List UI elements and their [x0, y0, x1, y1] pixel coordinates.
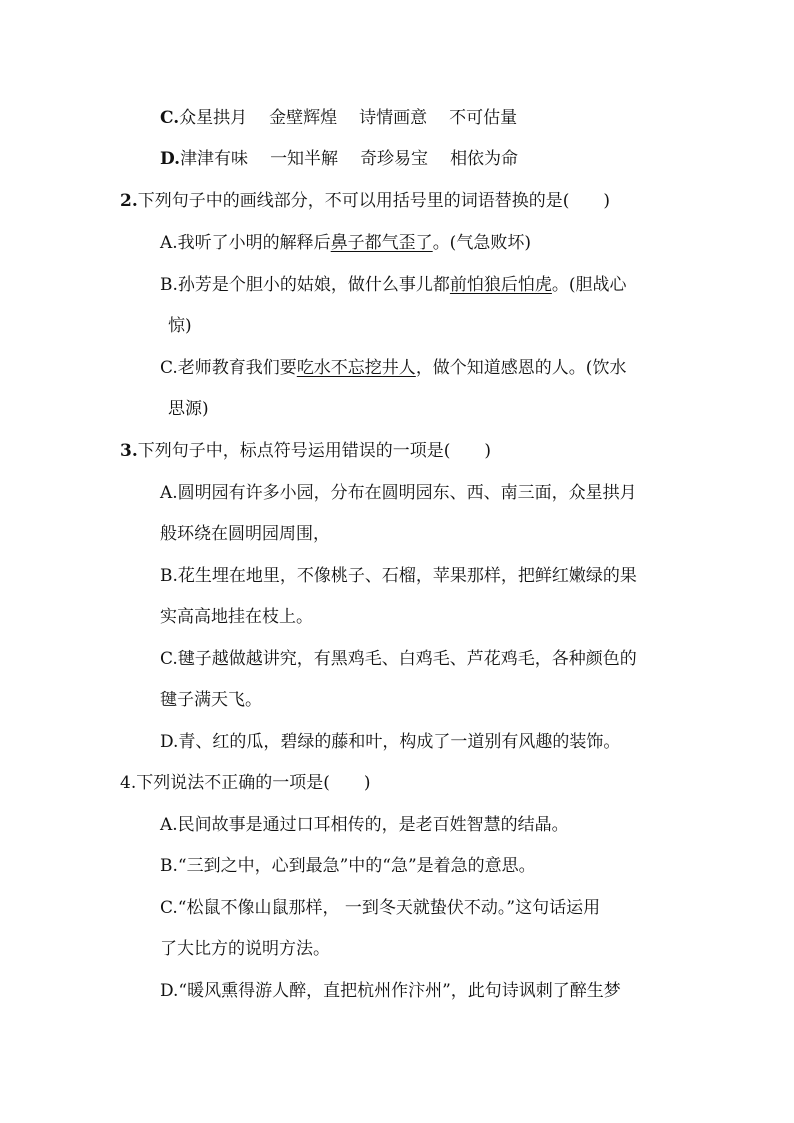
- q2-option-b: [160, 274, 627, 296]
- question-3-stem: [120, 440, 491, 462]
- q4-option-a: A.民间故事是通过口耳相传的，是老百姓智慧的结晶。: [160, 815, 569, 835]
- underlined-phrase: 鼻子都气歪了: [330, 233, 433, 253]
- q4-option-c: C.“松鼠不像山鼠那样， 一到冬天就蛰伏不动。”这句话运用: [160, 898, 601, 918]
- q3-option-a: A.圆明园有许多小园，分布在圆明园东、西、南三面，众星拱月: [160, 483, 637, 503]
- word: 一知半解: [270, 149, 339, 169]
- q4-option-d: D.“暖风熏得游人醉，直把杭州作汴州”，此句诗讽刺了醉生梦: [160, 981, 621, 1001]
- q3-option-c-continued: 毽子满天飞。: [160, 690, 262, 710]
- word: 金壁辉煌: [269, 108, 338, 128]
- q3-option-c: C.毽子越做越讲究，有黑鸡毛、白鸡毛、芦花鸡毛，各种颜色的: [160, 649, 637, 669]
- option-label: D.: [160, 149, 181, 169]
- option-text: B.孙芳是个胆小的姑娘，做什么事儿都: [160, 275, 450, 295]
- question-2-stem: [120, 190, 610, 212]
- underlined-phrase: 前怕狼后怕虎: [449, 275, 552, 295]
- word: 众星拱月: [179, 108, 248, 128]
- q3-option-b-continued: 实高高地挂在枝上。: [160, 607, 313, 627]
- q2-option-b-continued: 惊): [168, 316, 192, 336]
- word: 不可估量: [449, 108, 518, 128]
- word: 诗情画意: [359, 108, 428, 128]
- question-text: 下列句子中，标点符号运用错误的一项是( ): [137, 441, 492, 461]
- underlined-phrase: 吃水不忘挖井人: [296, 358, 416, 378]
- word: 津津有味: [180, 149, 249, 169]
- option-d-prev-question: [160, 148, 518, 170]
- option-c-prev-question: [160, 107, 517, 129]
- option-text: A.我听了小明的解释后: [160, 233, 331, 253]
- q3-option-b: B.花生埋在地里，不像桃子、石榴，苹果那样，把鲜红嫩绿的果: [160, 566, 637, 586]
- q2-option-a: [160, 232, 531, 254]
- option-text: 。(胆战心: [551, 275, 627, 295]
- option-text: ，做个知道感恩的人。(饮水: [415, 358, 627, 378]
- question-text: 下列句子中的画线部分，不可以用括号里的词语替换的是( ): [137, 191, 611, 211]
- q4-option-b: B.“三到之中，心到最急”中的“急”是着急的意思。: [160, 856, 536, 876]
- option-text: C.老师教育我们要: [160, 358, 297, 378]
- question-number: 3.: [120, 441, 138, 461]
- option-text: 。(气急败坏): [432, 233, 531, 253]
- word: 奇珍易宝: [360, 149, 429, 169]
- q2-option-c: [160, 357, 626, 379]
- question-number: 2.: [120, 191, 138, 211]
- word: 相依为命: [450, 149, 519, 169]
- question-4-stem: 4.下列说法不正确的一项是( ): [120, 773, 371, 793]
- q2-option-c-continued: 思源): [168, 399, 209, 419]
- option-label: C.: [160, 108, 180, 128]
- q3-option-a-continued: 般环绕在圆明园周围，: [160, 524, 330, 544]
- q3-option-d: D.青、红的瓜，碧绿的藤和叶，构成了一道别有风趣的装饰。: [160, 732, 621, 752]
- q4-option-c-continued: 了大比方的说明方法。: [160, 939, 330, 959]
